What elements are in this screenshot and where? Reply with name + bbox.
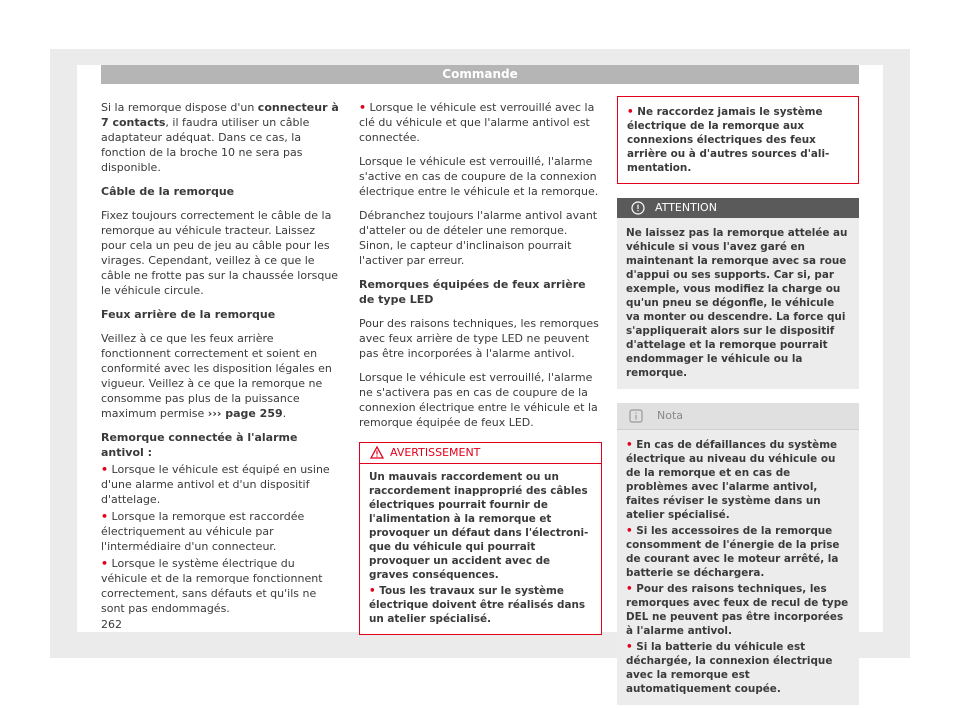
list-item: • En cas de défaillances du système électrique au niveau du véhicule ou de la remorque et en cas de problèmes avec l'alarme antivol, faites réviser le système dans un atelier spécialisé. bbox=[626, 439, 838, 521]
section-header: Commande bbox=[101, 65, 859, 84]
info-icon bbox=[629, 409, 643, 423]
heading-led: Remorques équipées de feux arrière de type LED bbox=[359, 278, 586, 306]
page-link[interactable]: ››› page 259 bbox=[207, 407, 283, 420]
list-item: • Lorsque la remorque est raccordée électriquement au véhicule par l'intermédiaire d'un connecteur. bbox=[101, 510, 305, 553]
note-body bbox=[617, 430, 859, 705]
column-left bbox=[101, 100, 341, 625]
paragraph-led: Pour des raisons techniques, les remorques avec feux arrière de type LED ne peuvent pas être incorporées à l'alarme antivol. bbox=[359, 317, 599, 360]
paragraph-alarm-active: Lorsque le véhicule est verrouillé, l'alarme s'active en cas de coupure de la connexion électrique entre le véhicule et la remorque. bbox=[359, 155, 599, 198]
bullet-icon: • bbox=[101, 463, 109, 476]
warning-box bbox=[359, 442, 602, 635]
bullet-icon: • bbox=[101, 557, 109, 570]
column-right bbox=[617, 96, 859, 705]
list-item: • Lorsque le véhicule est verrouillé avec la clé du véhicule et que l'alarme antivol est connectée. bbox=[359, 101, 595, 144]
list-item: • Si la batterie du véhicule est déchargée, la connexion électrique avec la remorque est automatiquement coupée. bbox=[626, 641, 833, 695]
bullet-icon: • bbox=[626, 641, 633, 653]
list-item: • Pour des raisons techniques, les remorques avec feux de recul de type DEL ne peuvent pas être incorporées à l'alarme antivol. bbox=[626, 583, 849, 637]
paragraph-cable: Fixez toujours correctement le câble de la remorque au véhicule tracteur. Laissez pour cela un peu de jeu au câble pour les virages. Cependant, veillez à ce que le câble ne frotte pas sur la chaussée lorsque le véhicule circule. bbox=[101, 209, 339, 297]
page-number: 262 bbox=[101, 618, 122, 631]
attention-icon bbox=[631, 201, 645, 215]
list-item: • Tous les travaux sur le système électrique doivent être réalisés dans un atelier spécialisé. bbox=[369, 585, 586, 625]
note-title: Nota bbox=[617, 403, 859, 430]
warning-body: Un mauvais raccordement ou un raccordement inapproprié des câbles électriques pourrait fournir de l'alimentation à la remorque et provoquer un défaut dans l'électronique du véhicule qui pourrait provoquer un accident avec de graves conséquences. • Tous les travaux sur le système électrique doivent être réalisés dans un atelier spécialisé. bbox=[360, 464, 601, 634]
list-item: • Si les accessoires de la remorque consomment de l'énergie de la prise de courant avec le moteur arrêté, la batterie se déchargera. bbox=[626, 525, 840, 579]
bullet-icon: • bbox=[626, 583, 633, 595]
bullet-icon: • bbox=[626, 525, 633, 537]
list-item: • Lorsque le véhicule est équipé en usine d'une alarme antivol et d'un dispositif d'attelage. bbox=[101, 463, 330, 506]
list-item: • Lorsque le système électrique du véhicule et de la remorque fonctionnent correctement, sans défauts et qu'ils ne sont pas endommagés. bbox=[101, 557, 323, 615]
attention-box bbox=[617, 198, 859, 389]
warning-icon bbox=[370, 446, 384, 459]
paragraph-connector: Si la remorque dispose d'un connecteur à 7 contacts, il faudra utiliser un câble adaptateur adéquat. Dans ce cas, la fonction de la broche 10 ne sera pas disponible. bbox=[101, 101, 339, 174]
paragraph-disconnect: Débranchez toujours l'alarme antivol avant d'atteler ou de dételer une remorque. Sinon, le capteur d'inclinaison pourrait l'activer par erreur. bbox=[359, 209, 598, 267]
bullet-icon: • bbox=[627, 106, 634, 118]
attention-title: ATTENTION bbox=[617, 198, 859, 218]
bullet-icon: • bbox=[359, 101, 367, 114]
column-middle bbox=[359, 100, 602, 635]
bullet-icon: • bbox=[101, 510, 109, 523]
bold-connector: connecteur à 7 contacts bbox=[101, 101, 339, 129]
warning-continued-box bbox=[617, 96, 859, 184]
warning-continued-body: • Ne raccordez jamais le système électrique de la remorque aux connexions électriques des feux arrière ou à d'autres sources d'alimentation. bbox=[627, 106, 830, 174]
heading-alarm: Remorque connectée à l'alarme antivol : bbox=[101, 431, 298, 459]
paragraph-led-lock: Lorsque le véhicule est verrouillé, l'alarme ne s'activera pas en cas de coupure de la connexion électrique entre le véhicule et la remorque équipée de feux LED. bbox=[359, 371, 598, 429]
bullet-icon: • bbox=[626, 439, 633, 451]
heading-cable: Câble de la remorque bbox=[101, 185, 235, 198]
heading-rear-lights: Feux arrière de la remorque bbox=[101, 308, 276, 321]
paragraph-rear-lights: Veillez à ce que les feux arrière fonctionnent correctement et soient en conformité avec les disposition légales en vigueur. Veillez à ce que la remorque ne consomme pas plus de la puissance maximum permise ››› page 259. bbox=[101, 332, 332, 420]
note-box bbox=[617, 403, 859, 705]
bullet-icon: • bbox=[369, 585, 376, 597]
attention-body: Ne laissez pas la remorque attelée au véhicule si vous l'avez garé en maintenant la remorque avec sa roue d'appui ou ses supports. Car si, par exemple, vous modifiez la charge ou qu'un pneu se dégonfle, le véhicule va monter ou descendre. La force qui s'appliquerait alors sur le dispositif d'attelage et la remorque pourrait endommager le véhicule ou la remorque. bbox=[626, 227, 848, 379]
warning-title: AVERTISSEMENT bbox=[360, 443, 601, 464]
